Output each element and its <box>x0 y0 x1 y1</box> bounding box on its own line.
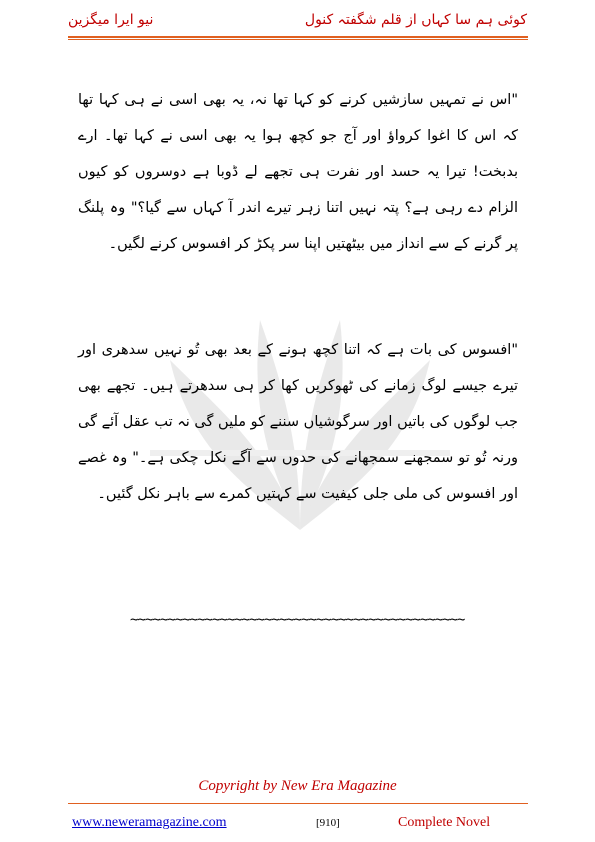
story-paragraph-1: "اس نے تمہیں سازشیں کرنے کو کہا تھا نہ، یہ بھی اسی نے ہی کہا تھا کہ اس کا اغوا کرواؤ اور آج جو کچھ ہوا یہ بھی اسی نے کہا تھا۔ ارے بدبخت! تیرا یہ حسد اور نفرت ہی تجھے لے ڈوبا ہے دوسروں کو کیوں الزام دے رہی ہے؟ پتہ نہیں اتنا زہر تیرے اندر آ کہاں سے گیا؟" وہ پلنگ پر گرنے کے سے انداز میں بیٹھتیں اپنا سر پکڑ کر افسوس کرنے لگیں۔ <box>78 92 518 252</box>
story-paragraph-2: "افسوس کی بات ہے کہ اتنا کچھ ہونے کے بعد بھی تُو نہیں سدھری اور تیرے جیسے لوگ زمانے کی ٹھوکریں کھا کر ہی سدھرتے ہیں۔ تجھے بھی جب لوگوں کی باتیں اور سرگوشیاں سننے کو ملیں گی نہ تب عقل آئے گی ورنہ تُو تو سمجھنے سمجھانے کی حدوں سے آگے نکل چکی ہے۔" وہ غصے اور افسوس کی ملی جلی کیفیت سے کہتیں کمرے سے باہر نکل گئیں۔ <box>78 342 518 502</box>
copyright-notice: Copyright by New Era Magazine <box>198 778 397 794</box>
novel-title-author: کوئی ہم سا کہاں از قلم شگفتہ کنول <box>304 12 527 28</box>
footer-label: Complete Novel <box>398 815 491 830</box>
page-number: [910] <box>316 817 340 829</box>
header-divider <box>68 36 528 38</box>
footer-divider <box>68 803 528 804</box>
section-divider: ~~~~~~~~~~~~~~~~~~~~~~~~~~~~~~~~~~~~~~~~~~~~~ <box>130 612 465 628</box>
magazine-name: نیو ایرا میگزین <box>68 12 154 28</box>
website-link[interactable]: www.neweramagazine.com <box>72 815 227 830</box>
header-divider-thin <box>68 39 528 40</box>
